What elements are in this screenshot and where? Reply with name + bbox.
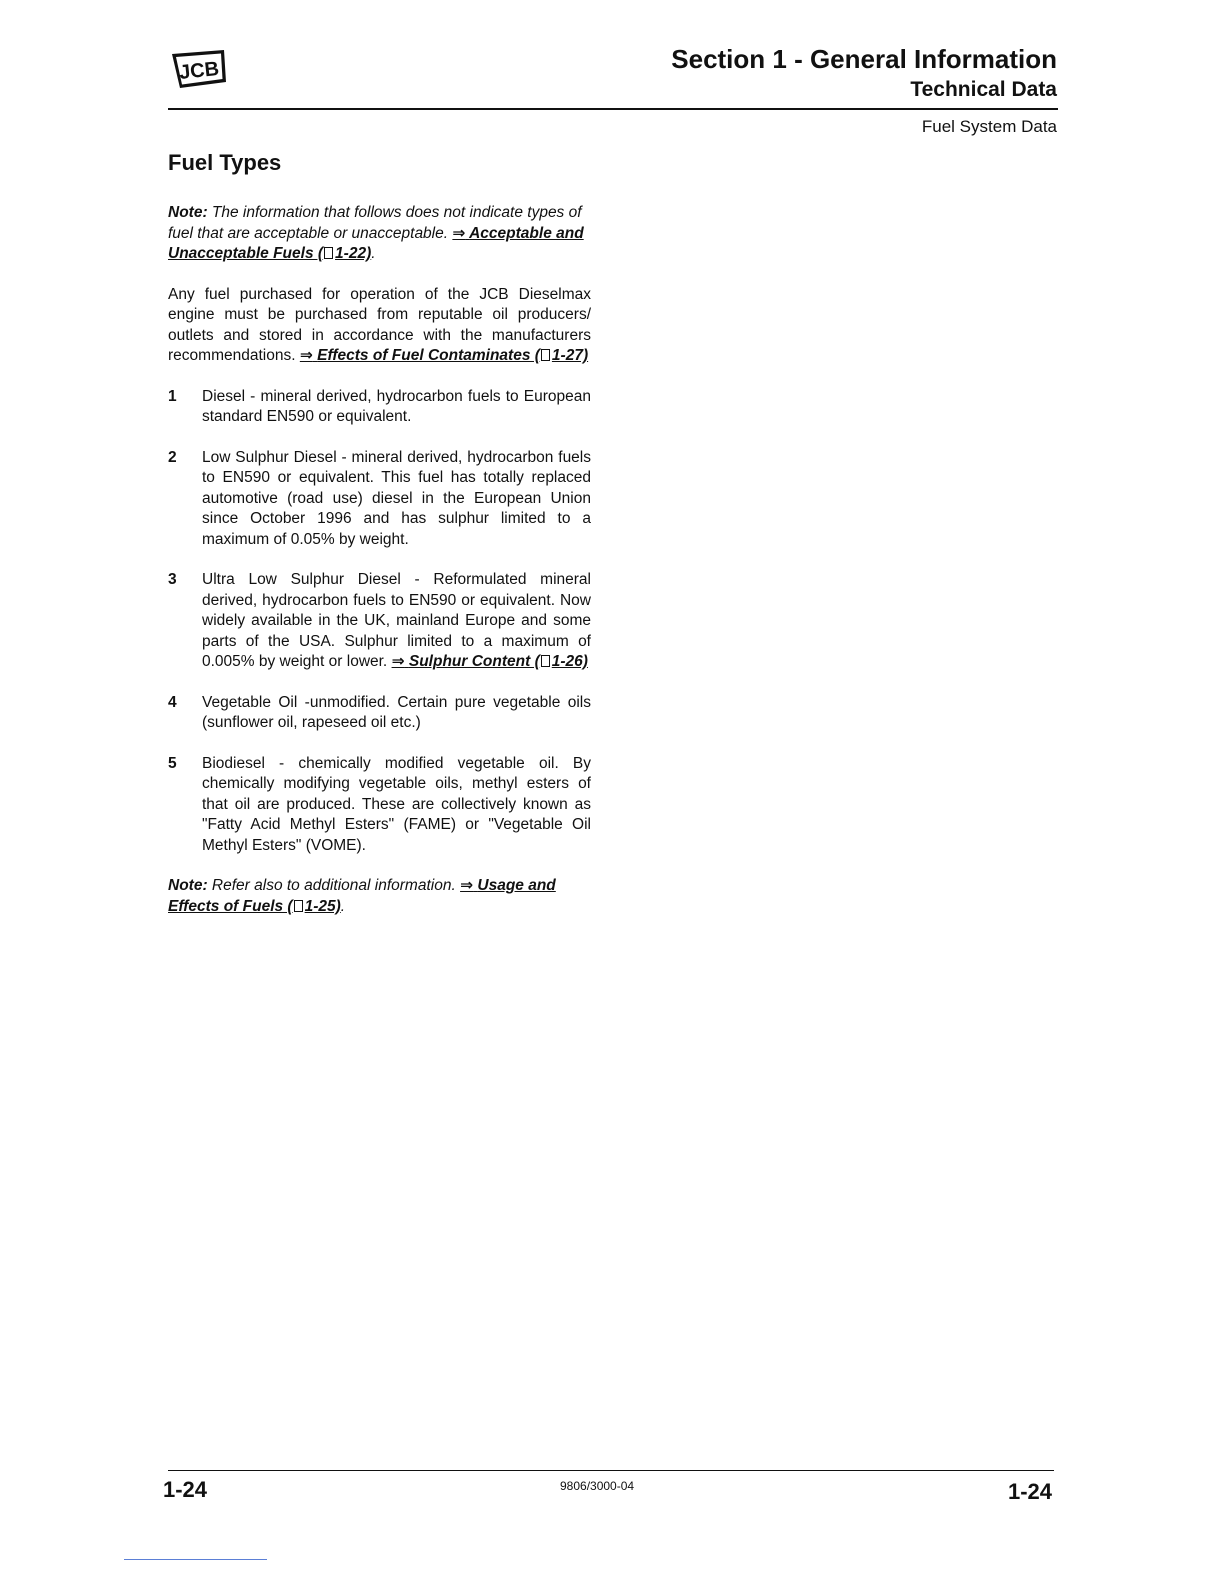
link-sulphur-content[interactable] <box>392 653 588 670</box>
paragraph-text: Any fuel purchased for operation of the JCB Dieselmax engine must be purchased from reputable oil producers/ outlets and stored in accordance with the manufacturers recommendations. <box>168 285 591 364</box>
fuel-type-list <box>168 387 591 857</box>
link-text: Acceptable and Unacceptable Fuels ( <box>168 224 584 262</box>
list-number: 5 <box>168 754 177 772</box>
arrow-icon: ⇒ <box>299 347 313 364</box>
note-additional-info <box>168 876 591 917</box>
main-content <box>168 150 591 937</box>
link-page: 1-27) <box>551 347 589 364</box>
link-text: Effects of Fuel Contaminates ( <box>317 347 540 364</box>
note-text: Refer also to additional information. <box>211 877 456 894</box>
arrow-icon: ⇒ <box>391 653 405 670</box>
svg-text:JCB: JCB <box>178 57 221 85</box>
list-text: Low Sulphur Diesel - mineral derived, hydrocarbon fuels to EN590 or equivalent. This fuel has totally replaced automotive (road use) diesel in the European Union since October 1996 and has sulphur limited to a maximum of 0.05% by weight. <box>202 448 591 548</box>
link-page: 1-25) <box>304 897 341 915</box>
link-fuel-contaminates[interactable] <box>300 347 588 364</box>
list-item <box>168 693 591 734</box>
note-text: The information that follows does not indicate types of fuel that are acceptable or unacceptable. <box>168 204 582 242</box>
page-icon <box>324 247 333 259</box>
link-text: Usage and Effects of Fuels ( <box>168 877 556 915</box>
link-text: Sulphur Content ( <box>408 653 540 670</box>
note-end: . <box>371 245 376 262</box>
page-number-left: 1-24 <box>163 1477 208 1502</box>
page-icon <box>541 655 550 667</box>
list-number: 2 <box>168 448 177 466</box>
footer-divider <box>168 1470 1054 1471</box>
header-divider <box>168 108 1058 110</box>
note-label: Note: <box>168 204 208 221</box>
list-item <box>168 387 591 428</box>
list-item <box>168 570 591 673</box>
page-number-right: 1-24 <box>1007 1479 1052 1504</box>
list-number: 1 <box>168 387 177 405</box>
jcb-logo <box>168 46 230 92</box>
list-text: Ultra Low Sulphur Diesel - Reformulated mineral derived, hydrocarbon fuels to EN590 or equivalent. Now widely available in the UK, mainland Europe and some parts of the USA. Sulphur limited to a maximum of 0.005% by weight or lower. <box>202 571 591 670</box>
list-text: Biodiesel - chemically modified vegetable oil. By chemically modifying vegetable oils, methyl esters of that oil are produced. These are collectively known as "Fatty Acid Methyl Esters" (FAME) or "Vegetable Oil Methyl Esters" (VOME). <box>202 754 591 854</box>
list-item <box>168 754 591 857</box>
list-number: 4 <box>168 693 177 711</box>
list-text: Vegetable Oil -unmodified. Certain pure vegetable oils (sunflower oil, rapeseed oil etc.) <box>202 693 591 731</box>
note-label: Note: <box>168 877 208 894</box>
note-acceptable-fuels <box>168 203 591 265</box>
link-page: 1-22) <box>335 245 372 262</box>
note-end: . <box>340 897 346 915</box>
page-icon <box>541 349 550 361</box>
link-page: 1-26) <box>551 653 588 670</box>
list-text: Diesel - mineral derived, hydrocarbon fuels to European standard EN590 or equivalent. <box>202 387 591 425</box>
section-title: Section 1 - General Information <box>671 44 1057 74</box>
document-number: 9806/3000-04 <box>560 1479 635 1493</box>
arrow-icon: ⇒ <box>452 224 466 242</box>
page-icon <box>294 900 303 912</box>
sub-title: Technical Data <box>910 78 1057 101</box>
topic-label: Fuel System Data <box>921 117 1057 136</box>
list-number: 3 <box>168 571 177 588</box>
page-heading: Fuel Types <box>168 150 282 175</box>
list-text-container <box>202 570 591 673</box>
scan-edge-line <box>124 1559 267 1560</box>
arrow-icon: ⇒ <box>460 877 474 894</box>
list-item <box>168 448 591 551</box>
paragraph-fuel-purchase <box>168 285 591 367</box>
